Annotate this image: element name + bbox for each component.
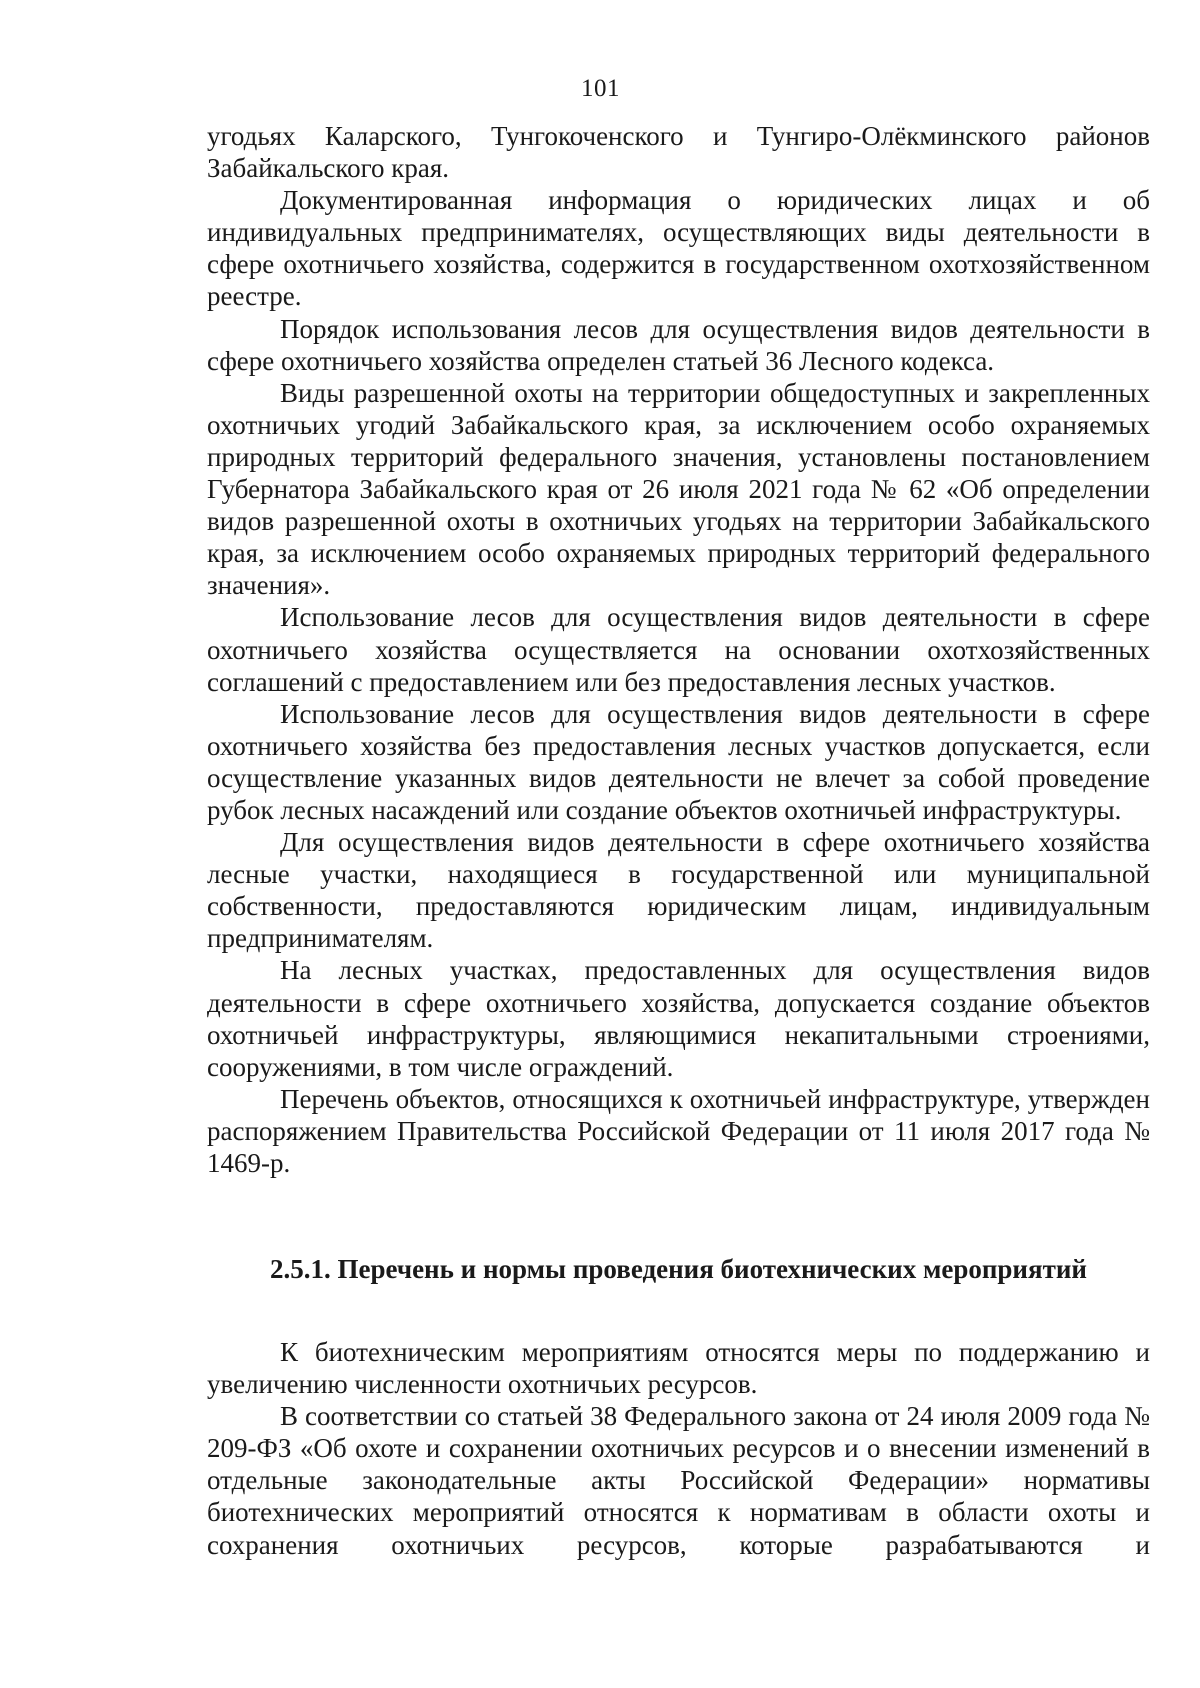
paragraph-9: Перечень объектов, относящихся к охотничьей инфраструктуре, утвержден распоряжением Правительства Российской Федерации от 11 июля 2017 года № 1469-р. <box>207 1083 1150 1178</box>
paragraph-3: Порядок использования лесов для осуществления видов деятельности в сфере охотничьего хозяйства определен статьей 36 Лесного кодекса. <box>207 313 1150 376</box>
paragraph-2: Документированная информация о юридических лицах и об индивидуальных предпринимателях, осуществляющих виды деятельности в сфере охотничьего хозяйства, содержится в государственном охотхозяйственном реестре. <box>207 185 1150 312</box>
paragraph-6: Использование лесов для осуществления видов деятельности в сфере охотничьего хозяйства без предоставления лесных участков допускается, если осуществление указанных видов деятельности не влечет за собой проведение рубок лесных насаждений или создание объектов охотничьей инфраструктуры. <box>207 698 1150 825</box>
section-paragraph-2: В соответствии со статьей 38 Федерального закона от 24 июля 2009 года № 209-ФЗ «Об охоте и сохранении охотничьих ресурсов и о внесении изменений в отдельные законодательные акты Российской Федерации» нормативы биотехнических мероприятий относятся к нормативам в области охоты и сохранения охотничьих ресурсов, которые разрабатываются и <box>207 1401 1150 1560</box>
section-paragraph-1: К биотехническим мероприятиям относятся меры по поддержанию и увеличению численности охотничьих ресурсов. <box>207 1337 1150 1400</box>
paragraph-5: Использование лесов для осуществления видов деятельности в сфере охотничьего хозяйства осуществляется на основании охотхозяйственных соглашений с предоставлением или без предоставления лесных участков. <box>207 602 1150 697</box>
paragraph-4: Виды разрешенной охоты на территории общедоступных и закрепленных охотничьих угодий Забайкальского края, за исключением особо охраняемых природных территорий федерального значения, установлены постановлением Губернатора Забайкальского края от 26 июля 2021 года № 62 «Об определении видов разрешенной охоты в охотничьих угодьях на территории Забайкальского края, за исключением особо охраняемых природных территорий федерального значения». <box>207 377 1150 601</box>
body-text <box>207 120 1150 1179</box>
section-body-text <box>207 1336 1150 1561</box>
paragraph-8: На лесных участках, предоставленных для осуществления видов деятельности в сфере охотничьего хозяйства, допускается создание объектов охотничьей инфраструктуры, являющимися некапитальными строениями, сооружениями, в том числе ограждений. <box>207 955 1150 1082</box>
section-heading: 2.5.1. Перечень и нормы проведения биотехнических мероприятий <box>270 1254 1087 1284</box>
paragraph-1: угодьях Каларского, Тунгокоченского и Тунгиро-Олёкминского районов Забайкальского края. <box>207 121 1150 184</box>
paragraph-7: Для осуществления видов деятельности в сфере охотничьего хозяйства лесные участки, находящиеся в государственной или муниципальной собственности, предоставляются юридическим лицам, индивидуальным предпринимателям. <box>207 827 1150 954</box>
page-number: 101 <box>581 75 620 102</box>
